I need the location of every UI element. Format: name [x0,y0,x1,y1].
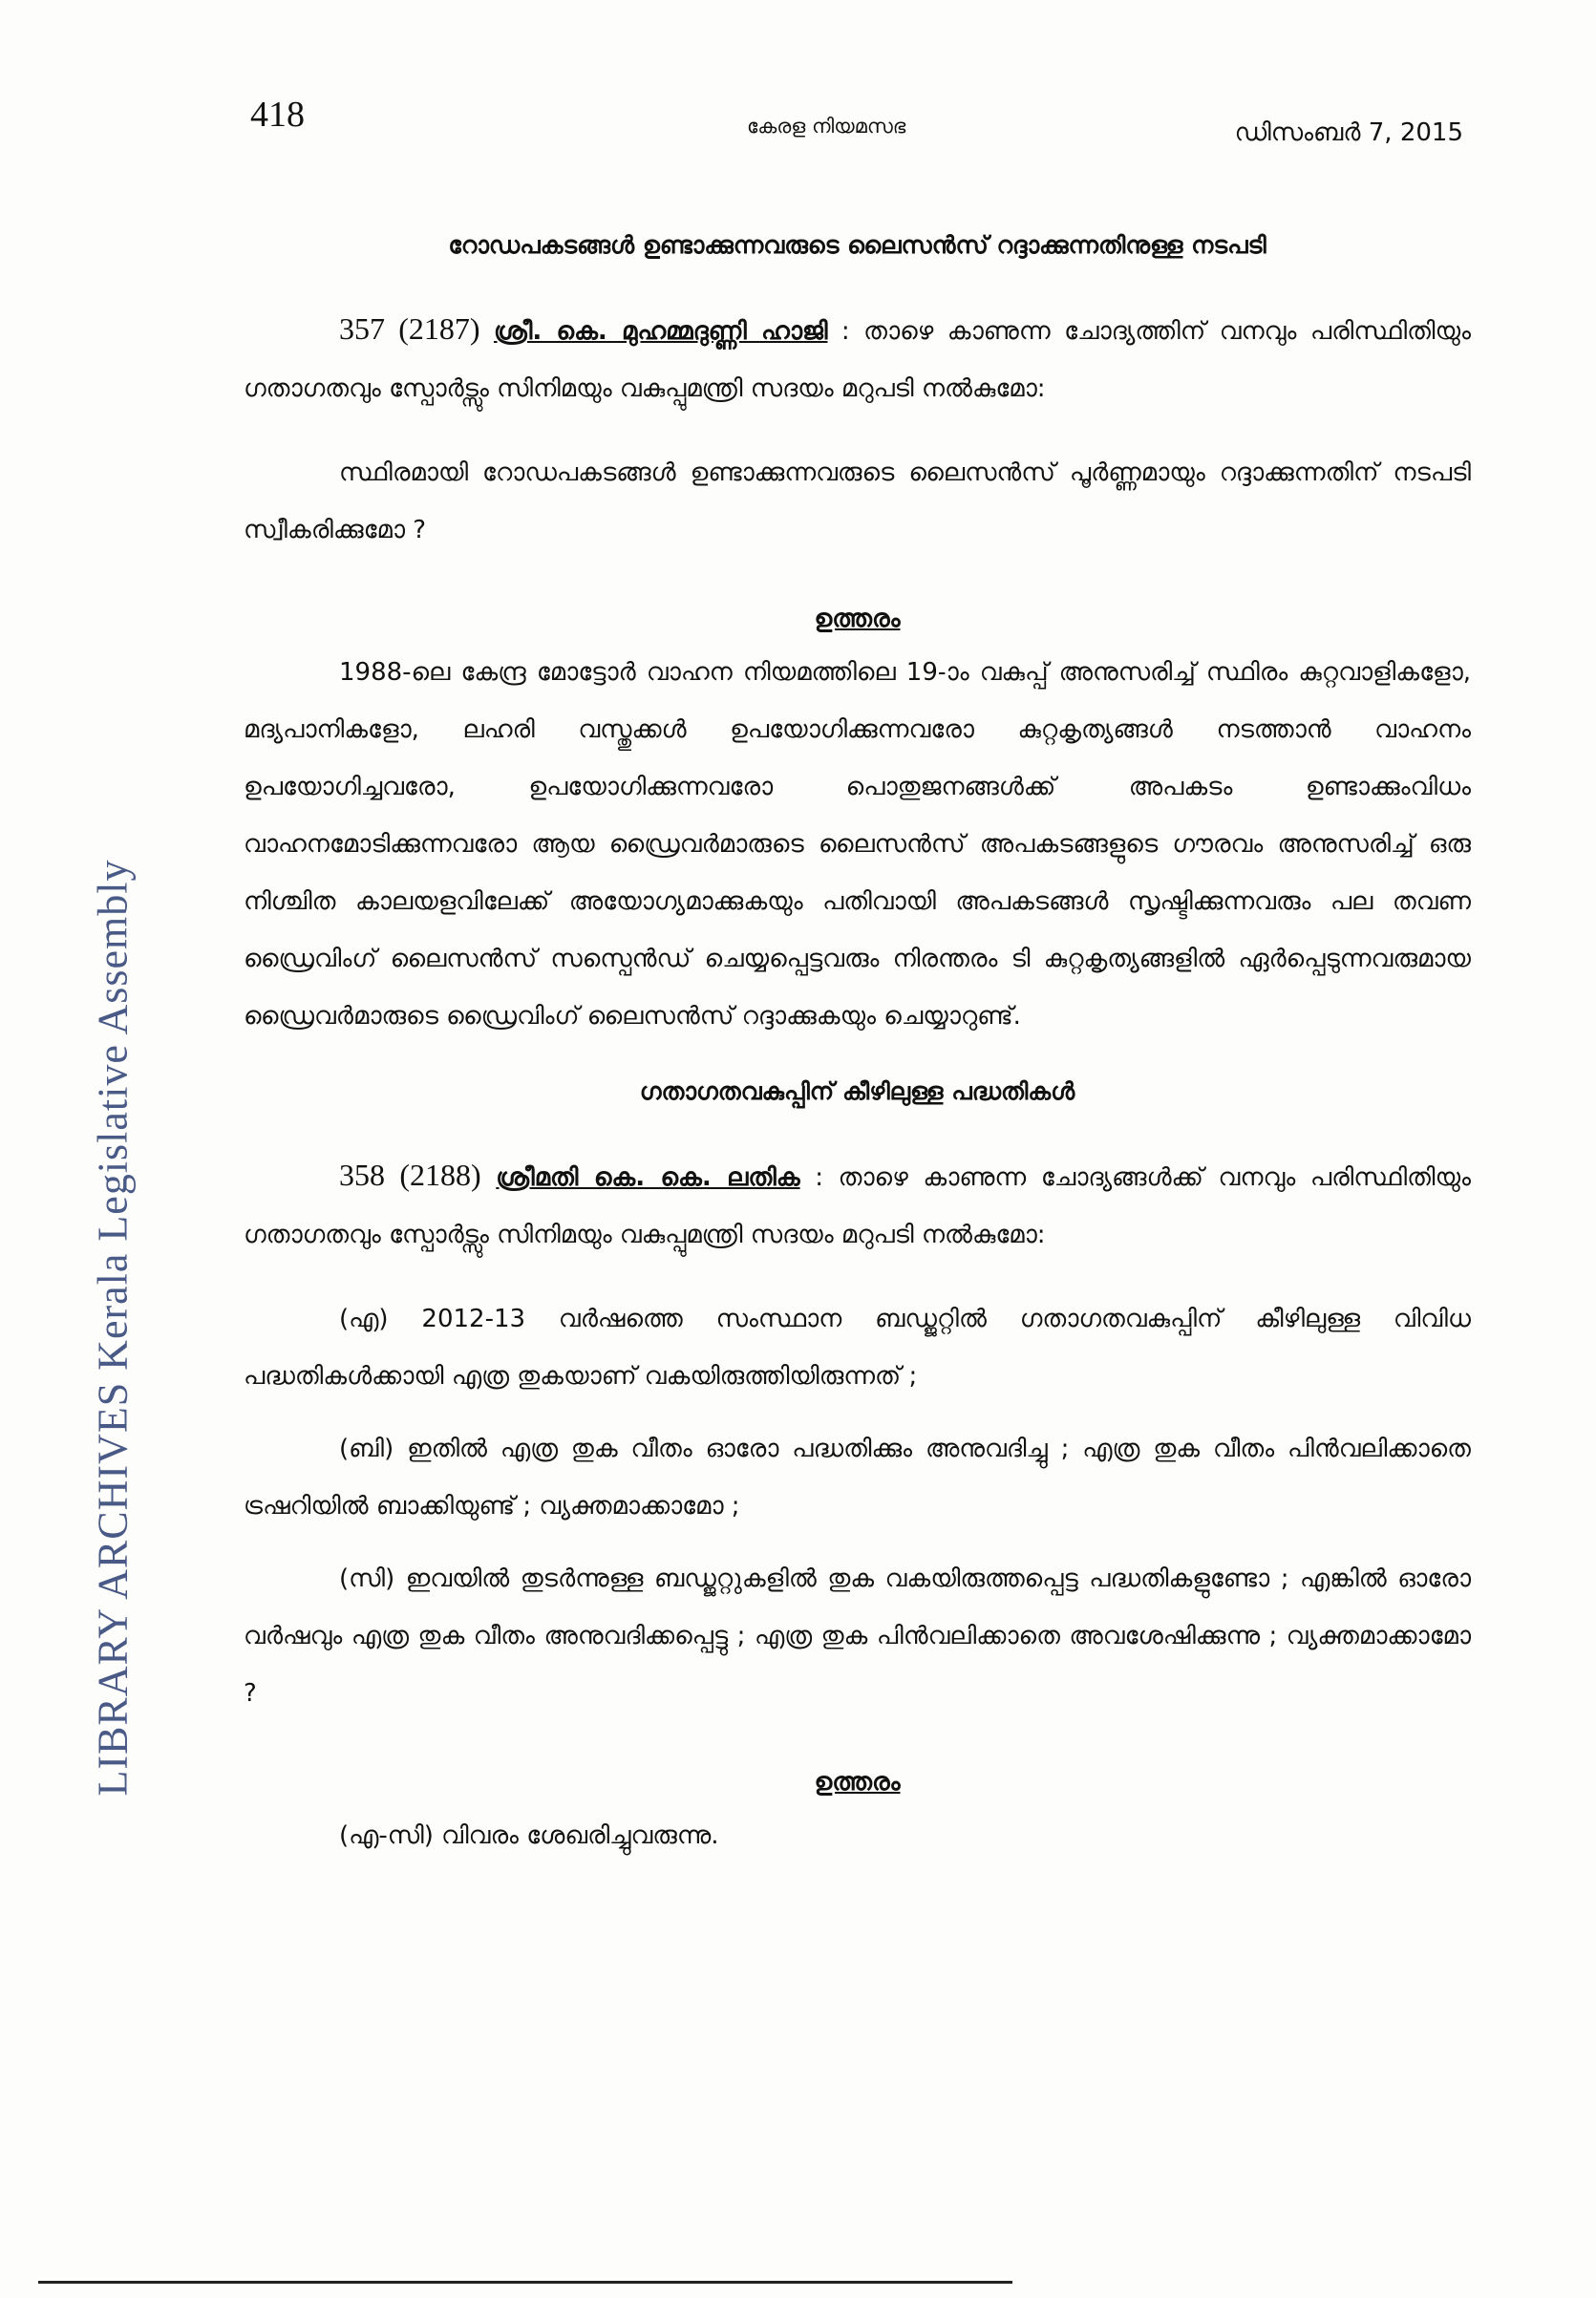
question-358-part-a: (എ) 2012-13 വർഷത്തെ സംസ്ഥാന ബഡ്ജറ്റിൽ ഗതാഗതവകുപ്പിന് കീഴിലുള്ള വിവിധ പദ്ധതികൾക്കായി എത്ര തുകയാണ് വകയിരുത്തിയിരുന്നത് ; [244,1305,1471,1391]
question-357-intro [244,300,1471,417]
question-358-part-b: (ബി) ഇതിൽ എത്ര തുക വീതം ഓരോ പദ്ധതിക്കും അനുവദിച്ചു ; എത്ര തുക വീതം പിൻവലിക്കാതെ ട്രഷറിയിൽ ബാക്കിയുണ്ട് ; വ്യക്തമാക്കാമോ ; [244,1435,1471,1521]
assembly-name: കേരള നിയമസഭ [747,115,906,138]
question-357-asker: ശ്രീ. കെ. മുഹമ്മദുണ്ണി ഹാജി [493,317,828,346]
question-358-asker: ശ്രീമതി കെ. കെ. ലതിക [496,1163,800,1192]
answer-358-text: (എ-സി) വിവരം ശേഖരിച്ചുവരുന്നു. [339,1821,719,1850]
page-number: 418 [250,95,305,135]
answer-357-text: 1988-ലെ കേന്ദ്ര മോട്ടോർ വാഹന നിയമത്തിലെ 19-ാം വകുപ്പ് അനുസരിച്ച് സ്ഥിരം കുറ്റവാളികളോ, മദ്യപാനികളോ, ലഹരി വസ്തുക്കൾ ഉപയോഗിക്കുന്നവരോ കുറ്റകൃത്യങ്ങൾ നടത്താൻ വാഹനം ഉപയോഗിച്ചവരോ, ഉപയോഗിക്കുന്നവരോ പൊതുജനങ്ങൾക്ക് അപകടം ഉണ്ടാക്കുംവിധം വാഹനമോടിക്കുന്നവരോ ആയ ഡ്രൈവർമാരുടെ ലൈസൻസ് അപകടങ്ങളുടെ ഗൗരവം അനുസരിച്ച് ഒരു നിശ്ചിത കാലയളവിലേക്ക് അയോഗ്യമാക്കുകയും പതിവായി അപകടങ്ങൾ സൃഷ്ടിക്കുന്നവരും പല തവണ ഡ്രൈവിംഗ് ലൈസൻസ് സസ്പെൻഡ് ചെയ്യപ്പെട്ടവരും നിരന്തരം ടി കുറ്റകൃത്യങ്ങളിൽ ഏർപ്പെടുന്നവരുമായ ഡ്രൈവർമാരുടെ ഡ്രൈവിംഗ് ലൈസൻസ് റദ്ദാക്കുകയും ചെയ്യാറുണ്ട്. [244,658,1471,1031]
question-358-intro-text: : താഴെ കാണുന്ന ചോദ്യങ്ങൾക്ക് വനവും പരിസ്ഥിതിയും ഗതാഗതവും സ്പോർട്സും സിനിമയും വകുപ്പുമന്ത്രി സദയം മറുപടി നൽകുമോ: [244,1163,1471,1249]
question-357-intro-text: : താഴെ കാണുന്ന ചോദ്യത്തിന് വനവും പരിസ്ഥിതിയും ഗതാഗതവും സ്പോർട്സും സിനിമയും വകുപ്പുമന്ത്രി സദയം മറുപടി നൽകുമോ: [244,317,1472,403]
question-358 [244,1077,1471,1864]
question-357 [244,231,1471,1045]
answer-357-title: ഉത്തരം [814,605,901,633]
question-358-intro [244,1146,1471,1264]
question-358-part-c: (സി) ഇവയിൽ തുടർന്നുള്ള ബഡ്ജറ്റുകളിൽ തുക വകയിരുത്തപ്പെട്ട പദ്ധതികളുണ്ടോ ; എങ്കിൽ ഓരോ വർഷവും എത്ര തുക വീതം അനുവദിക്കപ്പെട്ടു ; എത്ര തുക പിൻവലിക്കാതെ അവശേഷിക്കുന്നു ; വ്യക്തമാക്കാമോ ? [244,1564,1471,1708]
answer-358-title: ഉത്തരം [814,1768,901,1797]
page-header [250,94,1463,151]
question-358-title: ഗതാഗതവകുപ്പിന് കീഴിലുള്ള പദ്ധതികൾ [639,1077,1075,1105]
question-357-text: സ്ഥിരമായി റോഡപകടങ്ങൾ ഉണ്ടാക്കുന്നവരുടെ ലൈസൻസ് പൂർണ്ണമായും റദ്ദാക്കുന്നതിന് നടപടി സ്വീകരിക്കുമോ ? [244,458,1471,544]
page-content [244,231,1471,1864]
watermark-text: LIBRARY ARCHIVES Kerala Legislative Assembly [89,859,137,1797]
question-357-title: റോഡപകടങ്ങൾ ഉണ്ടാക്കുന്നവരുടെ ലൈസൻസ് റദ്ദാക്കുന്നതിനുള്ള നടപടി [448,231,1266,259]
question-358-number: 358 (2188) [339,1158,481,1192]
question-357-number: 357 (2187) [339,311,480,346]
bottom-rule [38,2281,1012,2284]
session-date: ഡിസംബർ 7, 2015 [1234,118,1463,147]
